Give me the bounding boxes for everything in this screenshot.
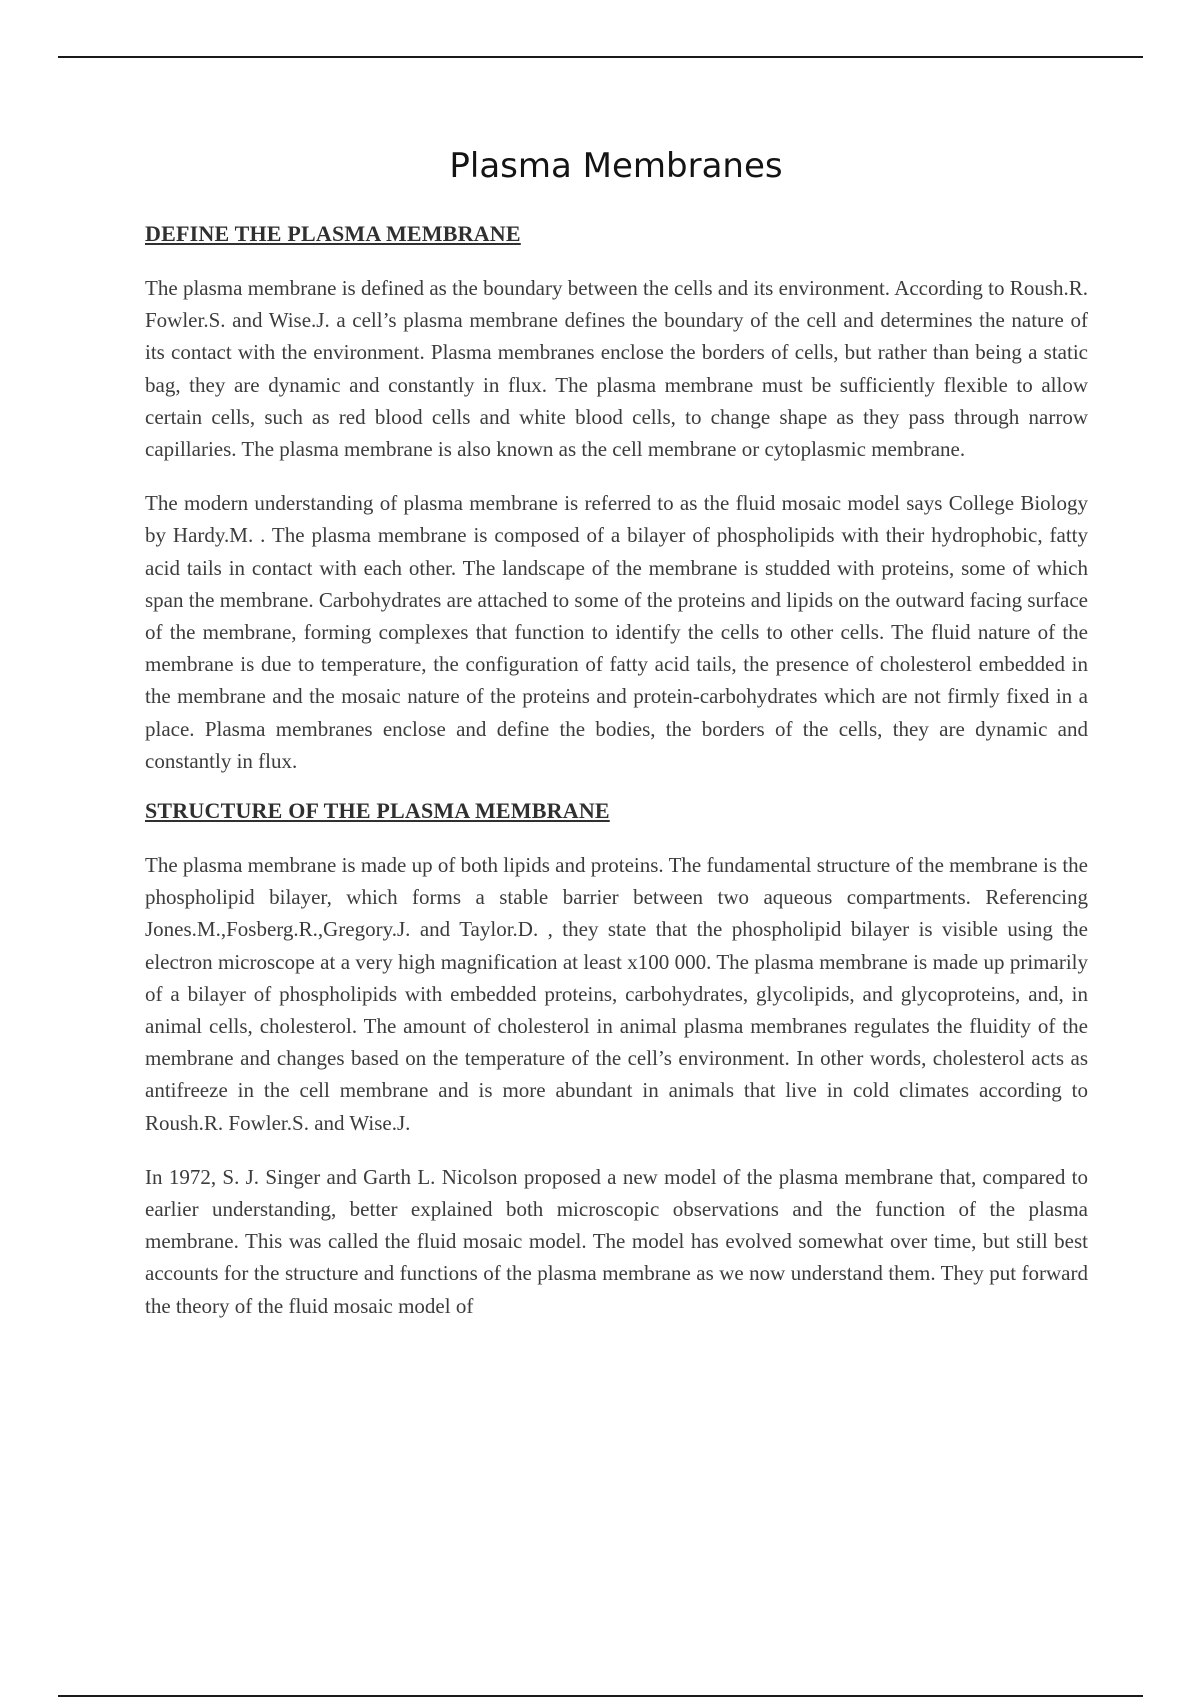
paragraph: The plasma membrane is defined as the boundary between the cells and its environment. According to Roush.R. Fowler.S. and Wise.J. a cell’s plasma membrane defines the boundary of the cell and determines the nature of its contact with the environment. Plasma membranes enclose the borders of cells, but rather than being a static bag, they are dynamic and constantly in flux. The plasma membrane must be sufficiently flexible to allow certain cells, such as red blood cells and white blood cells, to change shape as they pass through narrow capillaries. The plasma membrane is also known as the cell membrane or cytoplasmic membrane. <box>145 276 1088 462</box>
paragraph: The modern understanding of plasma membrane is referred to as the fluid mosaic model says College Biology by Hardy.M. . The plasma membrane is composed of a bilayer of phospholipids with their hydrophobic, fatty acid tails in contact with each other. The landscape of the membrane is studded with proteins, some of which span the membrane. Carbohydrates are attached to some of the proteins and lipids on the outward facing surface of the membrane, forming complexes that function to identify the cells to other cells. The fluid nature of the membrane is due to temperature, the configuration of fatty acid tails, the presence of cholesterol embedded in the membrane and the mosaic nature of the proteins and protein-carbohydrates which are not firmly fixed in a place. Plasma membranes enclose and define the bodies, the borders of the cells, they are dynamic and constantly in flux. <box>145 491 1088 773</box>
paragraph: In 1972, S. J. Singer and Garth L. Nicolson proposed a new model of the plasma membrane that, compared to earlier understanding, better explained both microscopic observations and the function of the plasma membrane. This was called the fluid mosaic model. The model has evolved somewhat over time, but still best accounts for the structure and functions of the plasma membrane as we now understand them. They put forward the theory of the fluid mosaic model of <box>145 1164 1088 1318</box>
page-title: Plasma Membranes <box>449 146 783 186</box>
document-body <box>145 222 1088 1344</box>
paragraph: The plasma membrane is made up of both lipids and proteins. The fundamental structure of the membrane is the phospholipid bilayer, which forms a stable barrier between two aqueous compartments. Referencing Jones.M.,Fosberg.R.,Gregory.J. and Taylor.D. , they state that the phospholipid bilayer is visible using the electron microscope at a very high magnification at least x100 000. The plasma membrane is made up primarily of a bilayer of phospholipids with embedded proteins, carbohydrates, glycolipids, and glycoproteins, and, in animal cells, cholesterol. The amount of cholesterol in animal plasma membranes regulates the fluidity of the membrane and changes based on the temperature of the cell’s environment. In other words, cholesterol acts as antifreeze in the cell membrane and is more abundant in animals that live in cold climates according to Roush.R. Fowler.S. and Wise.J. <box>145 853 1088 1135</box>
section-heading-structure: STRUCTURE OF THE PLASMA MEMBRANE <box>145 798 610 824</box>
footer-rule <box>58 1695 1143 1697</box>
section-heading-define: DEFINE THE PLASMA MEMBRANE <box>145 221 521 246</box>
header-rule <box>58 56 1143 58</box>
